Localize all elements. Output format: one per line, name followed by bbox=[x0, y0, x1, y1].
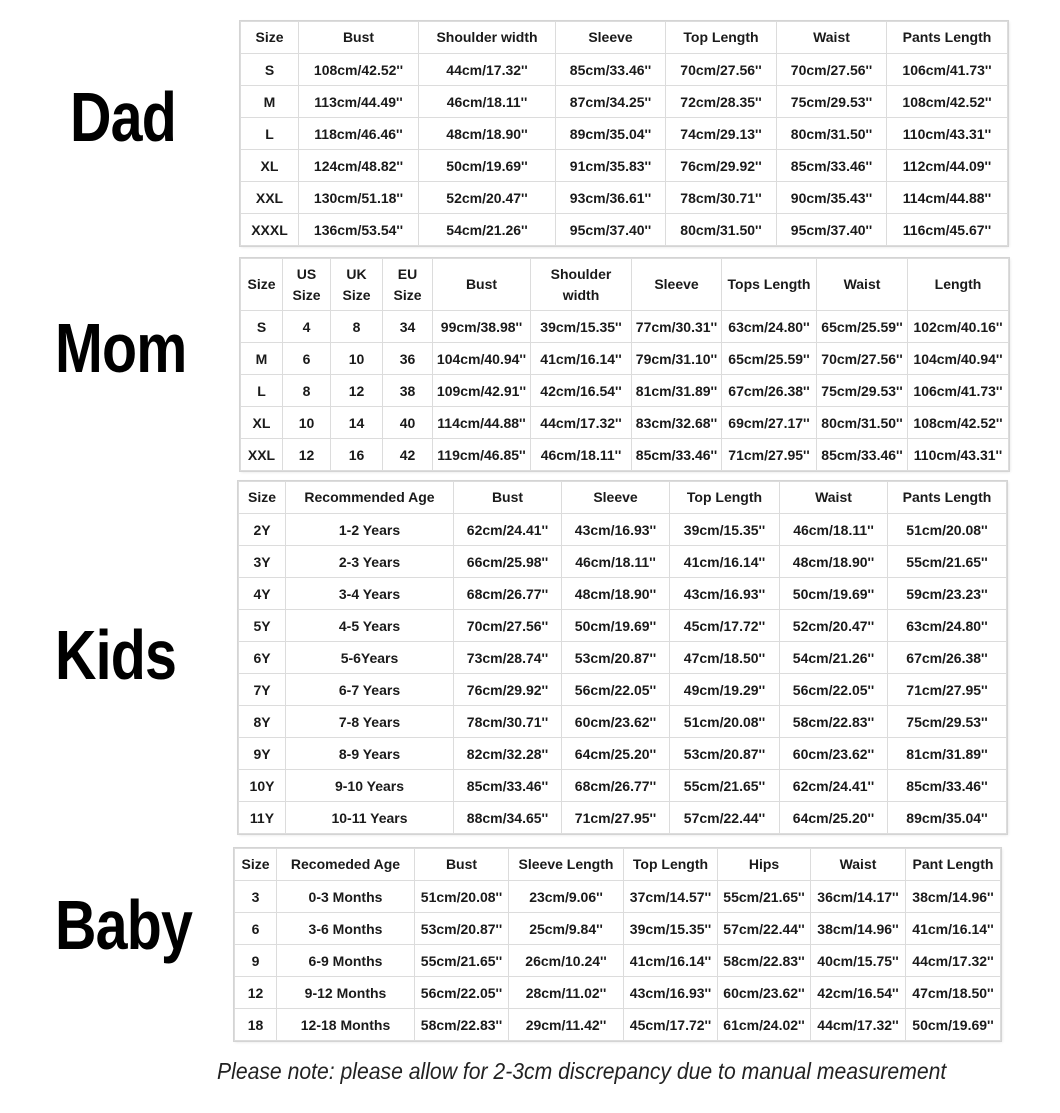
value-cell: 65cm/25.59'' bbox=[817, 311, 908, 343]
value-cell: 6-9 Months bbox=[277, 945, 415, 977]
value-cell: 28cm/11.02'' bbox=[509, 977, 624, 1009]
mom-size-table bbox=[240, 258, 1009, 471]
value-cell: 6-7 Years bbox=[286, 674, 454, 706]
value-cell: 88cm/34.65'' bbox=[454, 802, 562, 834]
value-cell: 73cm/28.74'' bbox=[454, 642, 562, 674]
value-cell: 93cm/36.61'' bbox=[556, 182, 666, 214]
value-cell: 51cm/20.08'' bbox=[670, 706, 780, 738]
value-cell: 108cm/42.52'' bbox=[887, 86, 1008, 118]
value-cell: 112cm/44.09'' bbox=[887, 150, 1008, 182]
value-cell: 62cm/24.41'' bbox=[454, 514, 562, 546]
value-cell: 45cm/17.72'' bbox=[624, 1009, 718, 1041]
value-cell: 77cm/30.31'' bbox=[632, 311, 722, 343]
value-cell: 65cm/25.59'' bbox=[722, 343, 817, 375]
size-cell: S bbox=[241, 54, 299, 86]
value-cell: 78cm/30.71'' bbox=[454, 706, 562, 738]
kids-label: Kids bbox=[55, 616, 177, 694]
value-cell: 60cm/23.62'' bbox=[780, 738, 888, 770]
size-cell: 8Y bbox=[239, 706, 286, 738]
value-cell: 50cm/19.69'' bbox=[419, 150, 556, 182]
value-cell: 106cm/41.73'' bbox=[908, 375, 1009, 407]
value-cell: 52cm/20.47'' bbox=[780, 610, 888, 642]
value-cell: 95cm/37.40'' bbox=[556, 214, 666, 246]
value-cell: 10 bbox=[331, 343, 383, 375]
value-cell: 55cm/21.65'' bbox=[888, 546, 1007, 578]
table-row bbox=[235, 913, 1001, 945]
value-cell: 99cm/38.98'' bbox=[433, 311, 531, 343]
value-cell: 81cm/31.89'' bbox=[632, 375, 722, 407]
value-cell: 10-11 Years bbox=[286, 802, 454, 834]
value-cell: 40 bbox=[383, 407, 433, 439]
value-cell: 64cm/25.20'' bbox=[562, 738, 670, 770]
column-header: Bust bbox=[299, 22, 419, 54]
value-cell: 80cm/31.50'' bbox=[666, 214, 777, 246]
value-cell: 79cm/31.10'' bbox=[632, 343, 722, 375]
value-cell: 50cm/19.69'' bbox=[780, 578, 888, 610]
column-header: Bust bbox=[415, 849, 509, 881]
column-header: Waist bbox=[777, 22, 887, 54]
value-cell: 48cm/18.90'' bbox=[780, 546, 888, 578]
table-row bbox=[241, 311, 1009, 343]
table-row bbox=[239, 642, 1007, 674]
value-cell: 53cm/20.87'' bbox=[415, 913, 509, 945]
value-cell: 38cm/14.96'' bbox=[906, 881, 1001, 913]
value-cell: 16 bbox=[331, 439, 383, 471]
value-cell: 62cm/24.41'' bbox=[780, 770, 888, 802]
size-cell: 12 bbox=[235, 977, 277, 1009]
value-cell: 60cm/23.62'' bbox=[718, 977, 811, 1009]
table-row bbox=[239, 802, 1007, 834]
size-cell: XL bbox=[241, 407, 283, 439]
value-cell: 14 bbox=[331, 407, 383, 439]
value-cell: 56cm/22.05'' bbox=[562, 674, 670, 706]
column-header: Pant Length bbox=[906, 849, 1001, 881]
value-cell: 46cm/18.11'' bbox=[419, 86, 556, 118]
value-cell: 70cm/27.56'' bbox=[817, 343, 908, 375]
value-cell: 53cm/20.87'' bbox=[562, 642, 670, 674]
value-cell: 72cm/28.35'' bbox=[666, 86, 777, 118]
size-cell: M bbox=[241, 343, 283, 375]
column-header: Top Length bbox=[666, 22, 777, 54]
value-cell: 48cm/18.90'' bbox=[562, 578, 670, 610]
value-cell: 1-2 Years bbox=[286, 514, 454, 546]
column-header: Pants Length bbox=[887, 22, 1008, 54]
table-row bbox=[241, 375, 1009, 407]
value-cell: 40cm/15.75'' bbox=[811, 945, 906, 977]
value-cell: 124cm/48.82'' bbox=[299, 150, 419, 182]
table-row bbox=[241, 343, 1009, 375]
mom-label: Mom bbox=[55, 309, 187, 387]
value-cell: 39cm/15.35'' bbox=[624, 913, 718, 945]
value-cell: 85cm/33.46'' bbox=[454, 770, 562, 802]
value-cell: 70cm/27.56'' bbox=[454, 610, 562, 642]
value-cell: 42cm/16.54'' bbox=[811, 977, 906, 1009]
value-cell: 43cm/16.93'' bbox=[624, 977, 718, 1009]
size-cell: 18 bbox=[235, 1009, 277, 1041]
value-cell: 102cm/40.16'' bbox=[908, 311, 1009, 343]
value-cell: 47cm/18.50'' bbox=[906, 977, 1001, 1009]
value-cell: 68cm/26.77'' bbox=[562, 770, 670, 802]
value-cell: 56cm/22.05'' bbox=[415, 977, 509, 1009]
size-cell: 4Y bbox=[239, 578, 286, 610]
value-cell: 25cm/9.84'' bbox=[509, 913, 624, 945]
value-cell: 108cm/42.52'' bbox=[299, 54, 419, 86]
value-cell: 38 bbox=[383, 375, 433, 407]
dad-label: Dad bbox=[70, 78, 176, 156]
value-cell: 104cm/40.94'' bbox=[433, 343, 531, 375]
size-cell: 5Y bbox=[239, 610, 286, 642]
column-header: Sleeve bbox=[556, 22, 666, 54]
value-cell: 51cm/20.08'' bbox=[415, 881, 509, 913]
value-cell: 41cm/16.14'' bbox=[624, 945, 718, 977]
value-cell: 9-12 Months bbox=[277, 977, 415, 1009]
value-cell: 61cm/24.02'' bbox=[718, 1009, 811, 1041]
value-cell: 54cm/21.26'' bbox=[780, 642, 888, 674]
value-cell: 8-9 Years bbox=[286, 738, 454, 770]
size-cell: 3Y bbox=[239, 546, 286, 578]
value-cell: 23cm/9.06'' bbox=[509, 881, 624, 913]
value-cell: 58cm/22.83'' bbox=[780, 706, 888, 738]
column-header: Bust bbox=[433, 259, 531, 311]
value-cell: 85cm/33.46'' bbox=[888, 770, 1007, 802]
value-cell: 108cm/42.52'' bbox=[908, 407, 1009, 439]
value-cell: 6 bbox=[283, 343, 331, 375]
size-cell: M bbox=[241, 86, 299, 118]
column-header: Size bbox=[239, 482, 286, 514]
value-cell: 52cm/20.47'' bbox=[419, 182, 556, 214]
value-cell: 39cm/15.35'' bbox=[670, 514, 780, 546]
size-cell: XL bbox=[241, 150, 299, 182]
table-row bbox=[239, 706, 1007, 738]
value-cell: 58cm/22.83'' bbox=[718, 945, 811, 977]
size-cell: 3 bbox=[235, 881, 277, 913]
size-cell: 6Y bbox=[239, 642, 286, 674]
value-cell: 43cm/16.93'' bbox=[670, 578, 780, 610]
size-cell: XXXL bbox=[241, 214, 299, 246]
value-cell: 43cm/16.93'' bbox=[562, 514, 670, 546]
value-cell: 114cm/44.88'' bbox=[433, 407, 531, 439]
value-cell: 55cm/21.65'' bbox=[415, 945, 509, 977]
value-cell: 119cm/46.85'' bbox=[433, 439, 531, 471]
value-cell: 136cm/53.54'' bbox=[299, 214, 419, 246]
column-header: Size bbox=[235, 849, 277, 881]
value-cell: 78cm/30.71'' bbox=[666, 182, 777, 214]
column-header: UK Size bbox=[331, 259, 383, 311]
value-cell: 29cm/11.42'' bbox=[509, 1009, 624, 1041]
value-cell: 67cm/26.38'' bbox=[722, 375, 817, 407]
value-cell: 44cm/17.32'' bbox=[419, 54, 556, 86]
value-cell: 76cm/29.92'' bbox=[666, 150, 777, 182]
value-cell: 70cm/27.56'' bbox=[777, 54, 887, 86]
value-cell: 8 bbox=[331, 311, 383, 343]
column-header: Waist bbox=[811, 849, 906, 881]
baby-label: Baby bbox=[55, 886, 193, 964]
value-cell: 67cm/26.38'' bbox=[888, 642, 1007, 674]
table-row bbox=[239, 514, 1007, 546]
value-cell: 4 bbox=[283, 311, 331, 343]
value-cell: 113cm/44.49'' bbox=[299, 86, 419, 118]
column-header: Top Length bbox=[670, 482, 780, 514]
value-cell: 58cm/22.83'' bbox=[415, 1009, 509, 1041]
value-cell: 42 bbox=[383, 439, 433, 471]
value-cell: 36cm/14.17'' bbox=[811, 881, 906, 913]
size-cell: 6 bbox=[235, 913, 277, 945]
value-cell: 87cm/34.25'' bbox=[556, 86, 666, 118]
value-cell: 4-5 Years bbox=[286, 610, 454, 642]
table-row bbox=[235, 1009, 1001, 1041]
value-cell: 80cm/31.50'' bbox=[817, 407, 908, 439]
value-cell: 51cm/20.08'' bbox=[888, 514, 1007, 546]
value-cell: 53cm/20.87'' bbox=[670, 738, 780, 770]
value-cell: 110cm/43.31'' bbox=[887, 118, 1008, 150]
column-header: Hips bbox=[718, 849, 811, 881]
value-cell: 74cm/29.13'' bbox=[666, 118, 777, 150]
size-cell: 9 bbox=[235, 945, 277, 977]
table-row bbox=[239, 770, 1007, 802]
table-row bbox=[235, 881, 1001, 913]
value-cell: 57cm/22.44'' bbox=[718, 913, 811, 945]
table-row bbox=[235, 945, 1001, 977]
value-cell: 42cm/16.54'' bbox=[531, 375, 632, 407]
size-cell: 11Y bbox=[239, 802, 286, 834]
value-cell: 109cm/42.91'' bbox=[433, 375, 531, 407]
column-header: Sleeve Length bbox=[509, 849, 624, 881]
value-cell: 60cm/23.62'' bbox=[562, 706, 670, 738]
size-cell: 2Y bbox=[239, 514, 286, 546]
value-cell: 95cm/37.40'' bbox=[777, 214, 887, 246]
value-cell: 2-3 Years bbox=[286, 546, 454, 578]
header-row bbox=[241, 259, 1009, 311]
value-cell: 81cm/31.89'' bbox=[888, 738, 1007, 770]
value-cell: 80cm/31.50'' bbox=[777, 118, 887, 150]
column-header: Waist bbox=[817, 259, 908, 311]
value-cell: 10 bbox=[283, 407, 331, 439]
dad-size-table bbox=[240, 21, 1008, 246]
value-cell: 47cm/18.50'' bbox=[670, 642, 780, 674]
value-cell: 83cm/32.68'' bbox=[632, 407, 722, 439]
table-row bbox=[241, 54, 1008, 86]
value-cell: 82cm/32.28'' bbox=[454, 738, 562, 770]
size-cell: 7Y bbox=[239, 674, 286, 706]
value-cell: 46cm/18.11'' bbox=[780, 514, 888, 546]
value-cell: 44cm/17.32'' bbox=[531, 407, 632, 439]
column-header: Bust bbox=[454, 482, 562, 514]
column-header: Size bbox=[241, 259, 283, 311]
value-cell: 91cm/35.83'' bbox=[556, 150, 666, 182]
value-cell: 71cm/27.95'' bbox=[562, 802, 670, 834]
table-row bbox=[239, 546, 1007, 578]
table-row bbox=[241, 214, 1008, 246]
column-header: Length bbox=[908, 259, 1009, 311]
value-cell: 5-6Years bbox=[286, 642, 454, 674]
kids-size-table bbox=[238, 481, 1007, 834]
value-cell: 44cm/17.32'' bbox=[906, 945, 1001, 977]
value-cell: 44cm/17.32'' bbox=[811, 1009, 906, 1041]
value-cell: 56cm/22.05'' bbox=[780, 674, 888, 706]
table-row bbox=[239, 674, 1007, 706]
size-cell: L bbox=[241, 118, 299, 150]
value-cell: 71cm/27.95'' bbox=[722, 439, 817, 471]
value-cell: 49cm/19.29'' bbox=[670, 674, 780, 706]
column-header: Shoulder width bbox=[419, 22, 556, 54]
size-cell: 9Y bbox=[239, 738, 286, 770]
header-row bbox=[239, 482, 1007, 514]
value-cell: 63cm/24.80'' bbox=[888, 610, 1007, 642]
table-row bbox=[241, 86, 1008, 118]
value-cell: 34 bbox=[383, 311, 433, 343]
value-cell: 85cm/33.46'' bbox=[556, 54, 666, 86]
column-header: US Size bbox=[283, 259, 331, 311]
table-row bbox=[241, 439, 1009, 471]
value-cell: 71cm/27.95'' bbox=[888, 674, 1007, 706]
header-row bbox=[241, 22, 1008, 54]
value-cell: 41cm/16.14'' bbox=[531, 343, 632, 375]
value-cell: 104cm/40.94'' bbox=[908, 343, 1009, 375]
size-cell: S bbox=[241, 311, 283, 343]
table-row bbox=[241, 150, 1008, 182]
column-header: EU Size bbox=[383, 259, 433, 311]
value-cell: 26cm/10.24'' bbox=[509, 945, 624, 977]
value-cell: 70cm/27.56'' bbox=[666, 54, 777, 86]
size-cell: XXL bbox=[241, 439, 283, 471]
column-header: Sleeve bbox=[632, 259, 722, 311]
value-cell: 85cm/33.46'' bbox=[817, 439, 908, 471]
value-cell: 12 bbox=[283, 439, 331, 471]
value-cell: 106cm/41.73'' bbox=[887, 54, 1008, 86]
value-cell: 66cm/25.98'' bbox=[454, 546, 562, 578]
table-row bbox=[239, 578, 1007, 610]
column-header: Size bbox=[241, 22, 299, 54]
column-header: Tops Length bbox=[722, 259, 817, 311]
value-cell: 54cm/21.26'' bbox=[419, 214, 556, 246]
value-cell: 75cm/29.53'' bbox=[777, 86, 887, 118]
table-row bbox=[239, 610, 1007, 642]
value-cell: 75cm/29.53'' bbox=[888, 706, 1007, 738]
column-header: Top Length bbox=[624, 849, 718, 881]
size-cell: L bbox=[241, 375, 283, 407]
size-cell: 10Y bbox=[239, 770, 286, 802]
column-header: Recomeded Age bbox=[277, 849, 415, 881]
value-cell: 57cm/22.44'' bbox=[670, 802, 780, 834]
value-cell: 37cm/14.57'' bbox=[624, 881, 718, 913]
value-cell: 36 bbox=[383, 343, 433, 375]
value-cell: 118cm/46.46'' bbox=[299, 118, 419, 150]
value-cell: 76cm/29.92'' bbox=[454, 674, 562, 706]
value-cell: 85cm/33.46'' bbox=[777, 150, 887, 182]
value-cell: 64cm/25.20'' bbox=[780, 802, 888, 834]
value-cell: 116cm/45.67'' bbox=[887, 214, 1008, 246]
value-cell: 12 bbox=[331, 375, 383, 407]
value-cell: 85cm/33.46'' bbox=[632, 439, 722, 471]
value-cell: 0-3 Months bbox=[277, 881, 415, 913]
value-cell: 69cm/27.17'' bbox=[722, 407, 817, 439]
baby-size-table bbox=[234, 848, 1001, 1041]
column-header: Waist bbox=[780, 482, 888, 514]
table-row bbox=[239, 738, 1007, 770]
value-cell: 38cm/14.96'' bbox=[811, 913, 906, 945]
value-cell: 3-6 Months bbox=[277, 913, 415, 945]
value-cell: 75cm/29.53'' bbox=[817, 375, 908, 407]
value-cell: 46cm/18.11'' bbox=[562, 546, 670, 578]
measurement-note: Please note: please allow for 2-3cm discrepancy due to manual measurement bbox=[217, 1058, 947, 1084]
table-row bbox=[241, 118, 1008, 150]
table-row bbox=[241, 182, 1008, 214]
column-header: Pants Length bbox=[888, 482, 1007, 514]
value-cell: 55cm/21.65'' bbox=[718, 881, 811, 913]
header-row bbox=[235, 849, 1001, 881]
column-header: Shoulder width bbox=[531, 259, 632, 311]
value-cell: 50cm/19.69'' bbox=[562, 610, 670, 642]
column-header: Sleeve bbox=[562, 482, 670, 514]
value-cell: 63cm/24.80'' bbox=[722, 311, 817, 343]
value-cell: 68cm/26.77'' bbox=[454, 578, 562, 610]
value-cell: 46cm/18.11'' bbox=[531, 439, 632, 471]
value-cell: 39cm/15.35'' bbox=[531, 311, 632, 343]
value-cell: 41cm/16.14'' bbox=[906, 913, 1001, 945]
column-header: Recommended Age bbox=[286, 482, 454, 514]
value-cell: 3-4 Years bbox=[286, 578, 454, 610]
value-cell: 7-8 Years bbox=[286, 706, 454, 738]
value-cell: 90cm/35.43'' bbox=[777, 182, 887, 214]
value-cell: 45cm/17.72'' bbox=[670, 610, 780, 642]
value-cell: 114cm/44.88'' bbox=[887, 182, 1008, 214]
value-cell: 50cm/19.69'' bbox=[906, 1009, 1001, 1041]
value-cell: 55cm/21.65'' bbox=[670, 770, 780, 802]
value-cell: 48cm/18.90'' bbox=[419, 118, 556, 150]
value-cell: 9-10 Years bbox=[286, 770, 454, 802]
value-cell: 12-18 Months bbox=[277, 1009, 415, 1041]
size-cell: XXL bbox=[241, 182, 299, 214]
table-row bbox=[241, 407, 1009, 439]
table-row bbox=[235, 977, 1001, 1009]
value-cell: 89cm/35.04'' bbox=[888, 802, 1007, 834]
value-cell: 110cm/43.31'' bbox=[908, 439, 1009, 471]
value-cell: 41cm/16.14'' bbox=[670, 546, 780, 578]
value-cell: 59cm/23.23'' bbox=[888, 578, 1007, 610]
value-cell: 130cm/51.18'' bbox=[299, 182, 419, 214]
value-cell: 89cm/35.04'' bbox=[556, 118, 666, 150]
value-cell: 8 bbox=[283, 375, 331, 407]
